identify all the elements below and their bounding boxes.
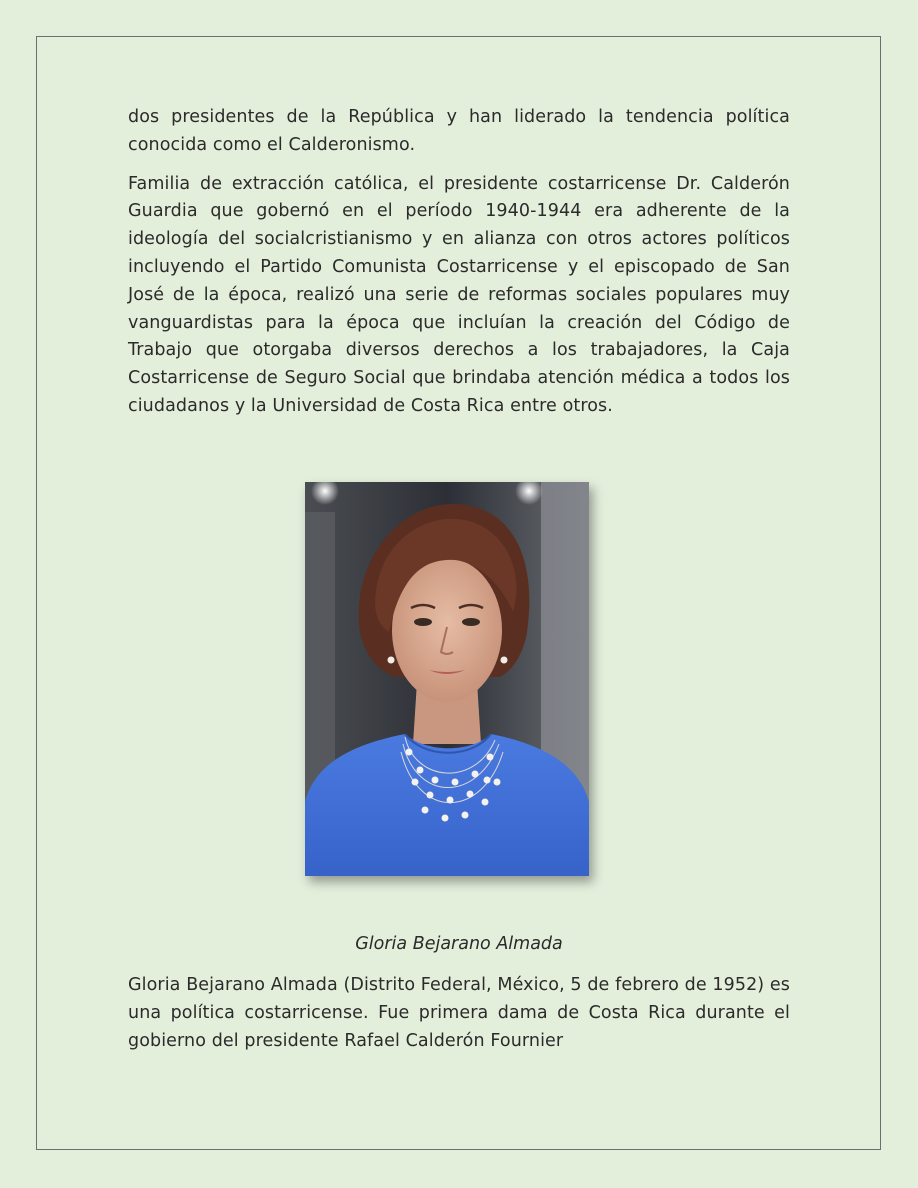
paragraph-family-history: Familia de extracción católica, el presidente costarricense Dr. Calderón Guardia que gobernó en el período 1940-1944 era adherente de la ideología del socialcristianismo y en alianza con otros actores políticos incluyendo el Partido Comunista Costarricense y el episcopado de San José de la época, realizó una serie de reformas sociales populares muy vanguardistas para la época que incluían la creación del Código de Trabajo que otorgaba diversos derechos a los trabajadores, la Caja Costarricense de Seguro Social que brindaba atención médica a todos los ciudadanos y la Universidad de Costa Rica entre otros. — [128, 173, 790, 416]
paragraph-bio: Gloria Bejarano Almada (Distrito Federal, México, 5 de febrero de 1952) es una política costarricense. Fue primera dama de Costa Rica durante el gobierno del presidente Rafael Calderón Fournier — [128, 975, 790, 1051]
bio-text — [128, 972, 790, 1055]
paragraph-calderonismo: dos presidentes de la República y han liderado la tendencia política conocida como el Calderonismo. — [128, 107, 790, 155]
body-text — [128, 104, 790, 421]
photo-caption: Gloria Bejarano Almada — [355, 934, 563, 954]
portrait-photo — [305, 482, 589, 876]
